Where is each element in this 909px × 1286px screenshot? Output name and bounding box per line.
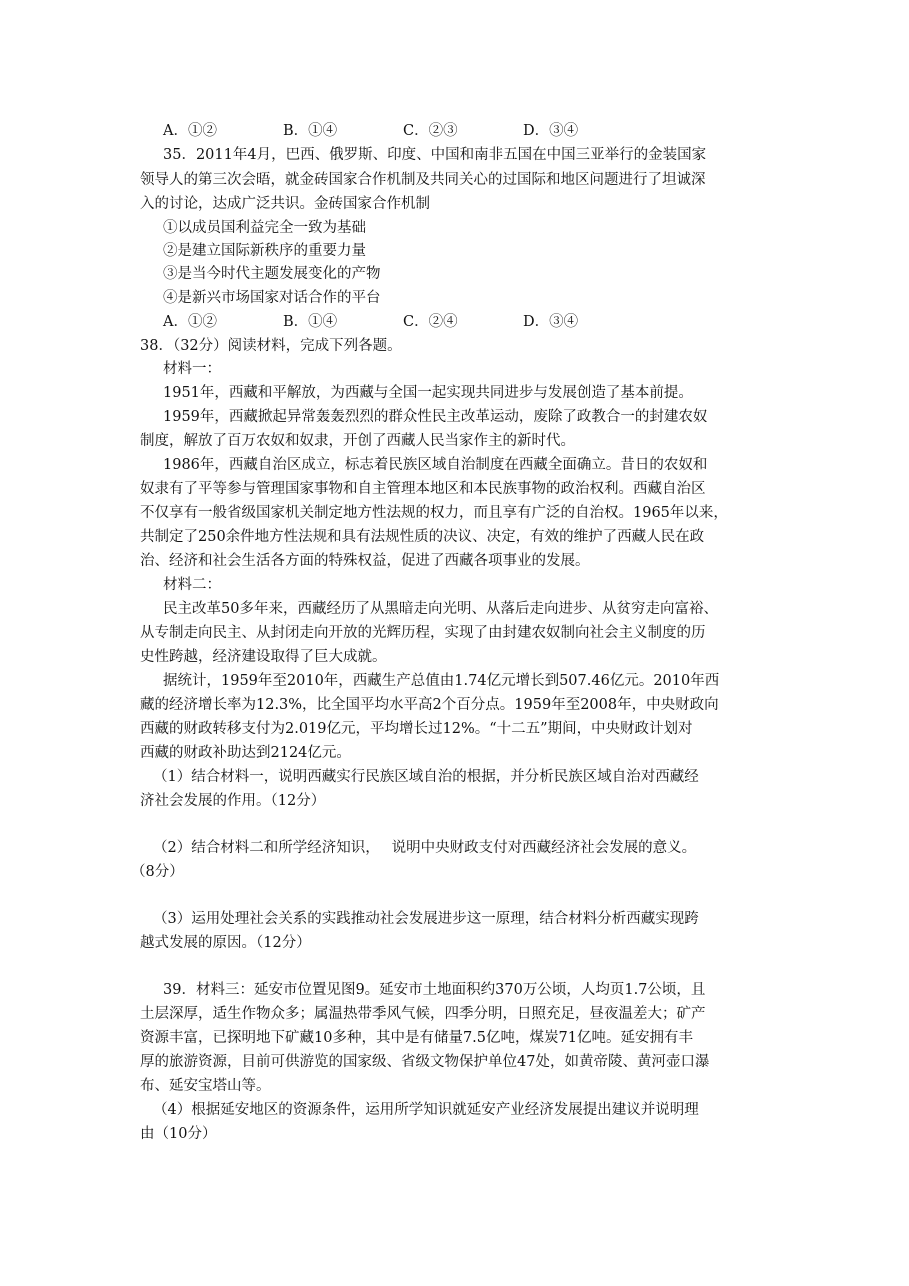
q39-line: 土层深厚，适生作物众多；属温热带季风气候，四季分明，日照充足，昼夜温差大；矿产 bbox=[140, 1006, 706, 1022]
option-c: C．②④ bbox=[403, 314, 458, 330]
q38-line: 藏的经济增长率为12.3%，比全国平均水平高2个百分点。1959年至2008年，中央财政向 bbox=[140, 697, 719, 713]
option-a: A．①② bbox=[163, 123, 217, 139]
q38-line: 据统计，1959年至2010年，西藏生产总值由1.74亿元增长到507.46亿元。2010年西 bbox=[163, 673, 720, 689]
sub-question-1: （1）结合材料一，说明西藏实行民族区域自治的根据，并分析民族区域自治对西藏经 bbox=[153, 769, 699, 785]
q38-line: 1959年，西藏掀起异常轰轰烈烈的群众性民主改革运动，废除了政教合一的封建农奴 bbox=[163, 409, 708, 425]
option-b: B．①④ bbox=[283, 314, 338, 330]
option-d: D．③④ bbox=[523, 314, 579, 330]
q38-line: 治、经济和社会生活各方面的特殊权益，促进了西藏各项事业的发展。 bbox=[140, 553, 590, 569]
q35-line: 领导人的第三次会晤，就金砖国家合作机制及共同关心的过国际和地区问题进行了坦诚深 bbox=[140, 172, 706, 188]
sub-question-2: （2）结合材料二和所学经济知识， 说明中央财政支付对西藏经济社会发展的意义。 bbox=[153, 840, 697, 856]
option-c: C．②③ bbox=[403, 123, 458, 139]
q35-statement: ③是当今时代主题发展变化的产物 bbox=[163, 266, 381, 282]
option-a: A．①② bbox=[163, 314, 217, 330]
q39-line: 布、延安宝塔山等。 bbox=[140, 1078, 271, 1094]
q38-line: 西藏的财政补助达到2124亿元。 bbox=[140, 745, 351, 761]
option-b: B．①④ bbox=[283, 123, 338, 139]
q38-line: 从专制走向民主、从封闭走向开放的光辉历程，实现了由封建农奴制向社会主义制度的历 bbox=[140, 625, 706, 641]
q35-statement: ②是建立国际新秩序的重要力量 bbox=[163, 243, 366, 259]
q38-line: 不仅享有一般省级国家机关制定地方性法规的权力，而且享有广泛的自治权。1965年以来， bbox=[140, 505, 728, 521]
sub-question-3: （3）运用处理社会关系的实践推动社会发展进步这一原理，结合材料分析西藏实现跨 bbox=[153, 911, 699, 927]
q39-line: 厚的旅游资源，目前可供游览的国家级、省级文物保护单位47处，如黄帝陵、黄河壶口瀑 bbox=[140, 1054, 710, 1070]
q35-options bbox=[163, 312, 578, 332]
q38-line: 奴隶有了平等参与管理国家事物和自主管理本地区和本民族事物的政治权利。西藏自治区 bbox=[140, 481, 706, 497]
sub-question-2: （8分） bbox=[131, 864, 184, 880]
q35-statement: ①以成员国利益完全一致为基础 bbox=[163, 220, 366, 236]
q38-line: 史性跨越，经济建设取得了巨大成就。 bbox=[140, 649, 387, 665]
q35-statement: ④是新兴市场国家对话合作的平台 bbox=[163, 290, 381, 306]
sub-question-3: 越式发展的原因。（12分） bbox=[140, 935, 311, 951]
q38-line: 1951年，西藏和平解放，为西藏与全国一起实现共同进步与发展创造了基本前提。 bbox=[163, 385, 693, 401]
q38-line: 制度，解放了百万农奴和奴隶，开创了西藏人民当家作主的新时代。 bbox=[140, 433, 575, 449]
q35-line: 入的讨论，达成广泛共识。金砖国家合作机制 bbox=[140, 196, 430, 212]
material-label: 材料二： bbox=[163, 577, 221, 593]
q35-line: 35．2011年4月，巴西、俄罗斯、印度、中国和南非五国在中国三亚举行的金装国家 bbox=[163, 147, 707, 163]
sub-question-1: 济社会发展的作用。（12分） bbox=[140, 793, 326, 809]
q38-line: 民主改革50多年来，西藏经历了从黑暗走向光明、从落后走向进步、从贫穷走向富裕、 bbox=[163, 601, 718, 617]
q38-line: 共制定了250余件地方性法规和具有法规性质的决议、决定，有效的维护了西藏人民在政 bbox=[140, 529, 705, 545]
q39-line: 资源丰富，已探明地下矿藏10多种，其中是有储量7.5亿吨，煤炭71亿吨。延安拥有丰 bbox=[140, 1030, 693, 1046]
q34-options bbox=[163, 121, 578, 141]
q38-title: 38．（32分）阅读材料，完成下列各题。 bbox=[140, 338, 402, 354]
material-label: 材料一： bbox=[163, 361, 221, 377]
q38-line: 西藏的财政转移支付为2.019亿元，平均增长过12%。“十二五”期间，中央财政计划对 bbox=[140, 721, 693, 737]
q39-line: 39．材料三：延安市位置见图9。延安市土地面积约370万公顷，人均页1.7公顷，且 bbox=[163, 982, 706, 998]
option-d: D．③④ bbox=[523, 123, 579, 139]
sub-question-4: （4）根据延安地区的资源条件，运用所学知识就延安产业经济发展提出建议并说明理 bbox=[153, 1102, 699, 1118]
q38-line: 1986年，西藏自治区成立，标志着民族区域自治制度在西藏全面确立。昔日的农奴和 bbox=[163, 457, 708, 473]
sub-question-4: 由（10分） bbox=[140, 1126, 217, 1142]
